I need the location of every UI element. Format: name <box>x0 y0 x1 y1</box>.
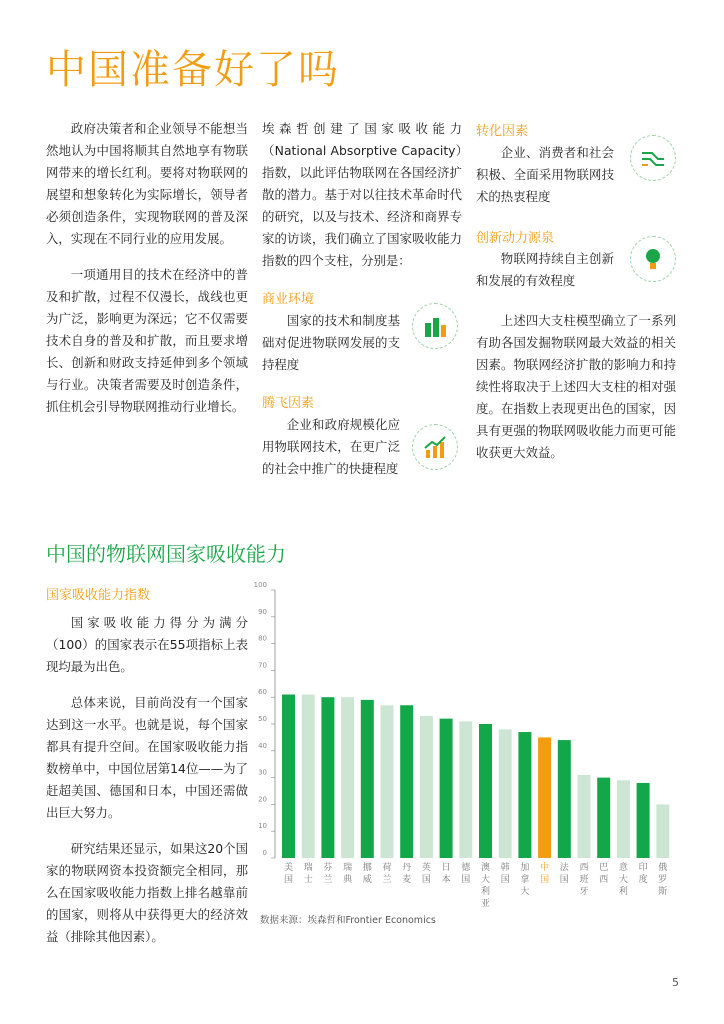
x-tick-label: 巴 <box>599 863 609 873</box>
heading-takeoff: 腾飞因素 <box>262 396 315 411</box>
col3-paragraph: 上述四大支柱模型确立了一系列有助各国发掘物联网最大效益的相关因素。物联网经济扩散的影响力和持续性将取决于上述四大支柱的相对强度。在指数上表现更出色的国家，因具有更强的物联网吸收能力而更可能收获更大效益。 <box>476 313 676 460</box>
y-tick-label: 40 <box>258 741 267 750</box>
x-tick-label: 日 <box>441 863 451 873</box>
x-tick-label: 瑞 <box>343 863 353 873</box>
x-tick-label: 西 <box>579 863 589 873</box>
y-tick-label: 90 <box>258 607 267 616</box>
x-tick-label: 韩 <box>500 863 510 873</box>
bar-chart <box>255 580 675 910</box>
x-tick-label: 拿 <box>520 875 530 885</box>
left-p1: 国家吸收能力得分为满分（100）的国家表示在55项指标上表现均最为出色。 <box>46 615 248 674</box>
y-tick-label: 60 <box>258 688 267 697</box>
x-tick-label: 丹 <box>402 863 412 873</box>
bar <box>400 705 413 858</box>
bar <box>499 729 512 858</box>
x-tick-label: 英 <box>421 863 431 873</box>
x-tick-label: 班 <box>579 875 589 885</box>
building-chart-icon <box>412 303 458 349</box>
x-tick-label: 国 <box>283 875 294 885</box>
bar <box>282 695 295 858</box>
x-tick-label: 意 <box>618 863 628 873</box>
x-tick-label: 利 <box>618 887 628 897</box>
x-tick-label: 牙 <box>579 887 589 897</box>
bar <box>459 721 472 858</box>
x-tick-label: 麦 <box>402 875 412 885</box>
y-tick-label: 30 <box>258 768 267 777</box>
bar <box>341 697 354 858</box>
heading-transform: 转化因素 <box>476 124 529 139</box>
x-tick-label: 典 <box>343 875 353 885</box>
bar <box>420 716 433 858</box>
x-tick-label: 罗 <box>658 875 668 885</box>
y-tick-label: 70 <box>258 661 267 670</box>
bar <box>321 697 334 858</box>
heading-innovation: 创新动力源泉 <box>476 231 555 246</box>
y-tick-label: 100 <box>253 581 267 589</box>
y-tick-label: 80 <box>258 634 267 643</box>
x-tick-label: 兰 <box>382 875 392 885</box>
x-tick-label: 利 <box>480 887 491 897</box>
bar <box>440 719 453 858</box>
x-tick-label: 西 <box>599 875 609 885</box>
x-tick-label: 芬 <box>323 863 333 873</box>
col2-intro: 埃森哲创建了国家吸收能力（National Absorptive Capacity）指数，以此评估物联网在各国经济扩散的潜力。基于对以往技术革命时代的研究，以及与技术、经济和商界专家的访谈，我们确立了国家吸收能力指数的四个支柱，分别是： <box>262 121 462 268</box>
bar <box>656 804 669 858</box>
col1-p2: 一项通用目的技术在经济中的普及和扩散，过程不仅漫长，战线也更为广泛，影响更为深远；它不仅需要技术自身的普及和扩散，而且要求增长、创新和财政支持延伸到多个领域与行业。决策者需要及时创造条件，抓住机会引导物联网推动行业增长。 <box>46 267 248 414</box>
x-tick-label: 国 <box>461 875 471 885</box>
bar <box>578 775 591 858</box>
page-title: 中国准备好了吗 <box>46 47 340 93</box>
lightbulb-icon <box>630 236 676 282</box>
index-heading: 国家吸收能力指数 <box>46 588 151 603</box>
bar <box>381 705 394 858</box>
x-tick-label: 本 <box>441 875 451 885</box>
x-tick-label: 国 <box>540 875 550 885</box>
x-tick-label: 国 <box>559 875 569 885</box>
x-tick-label: 挪 <box>362 863 372 873</box>
x-tick-label: 大 <box>480 875 491 885</box>
x-tick-label: 国 <box>421 875 431 885</box>
x-tick-label: 兰 <box>323 875 333 885</box>
y-tick-label: 0 <box>262 849 267 857</box>
bar <box>361 700 374 858</box>
growth-chart-icon <box>412 424 458 470</box>
bar <box>637 783 650 858</box>
page-number: 5 <box>672 976 679 989</box>
bar <box>302 695 315 858</box>
x-tick-label: 印 <box>638 863 648 873</box>
x-tick-label: 度 <box>638 875 648 885</box>
col1 <box>46 118 248 418</box>
x-tick-label: 大 <box>618 875 628 885</box>
x-tick-label: 美 <box>283 863 294 873</box>
x-tick-label: 加 <box>520 863 530 873</box>
text-takeoff: 企业和政府规模化应用物联网技术，在更广泛的社会中推广的快捷程度 <box>262 417 400 476</box>
x-tick-label: 荷 <box>382 863 392 873</box>
text-innovation: 物联网持续自主创新和发展的有效程度 <box>476 251 614 288</box>
data-source: 数据来源：埃森哲和Frontier Economics <box>260 915 436 926</box>
section-title: 中国的物联网国家吸收能力 <box>46 542 286 566</box>
bar <box>538 737 551 858</box>
x-tick-label: 大 <box>520 887 530 897</box>
x-tick-label: 瑞 <box>303 863 313 873</box>
text-transform: 企业、消费者和社会积极、全面采用物联网技术的热衷程度 <box>476 145 614 204</box>
x-tick-label: 法 <box>559 863 569 873</box>
col1-p1: 政府决策者和企业领导不能想当然地认为中国将顺其自然地享有物联网带来的增长红利。要将对物联网的展望和想象转化为实际增长，领导者必须创造条件，实现物联网的普及深入，实现在不同行业的应用发展。 <box>46 121 248 246</box>
circuit-icon <box>630 135 676 181</box>
x-tick-label: 俄 <box>658 863 668 873</box>
x-tick-label: 国 <box>500 875 510 885</box>
x-tick-label: 亚 <box>480 899 491 909</box>
x-tick-label: 斯 <box>658 887 668 897</box>
bar <box>479 724 492 858</box>
bar <box>558 740 571 858</box>
bar <box>597 778 610 858</box>
bar <box>617 780 630 858</box>
x-tick-label: 中 <box>540 863 550 873</box>
x-tick-label: 德 <box>461 863 471 873</box>
text-business: 国家的技术和制度基础对促进物联网发展的支持程度 <box>262 313 400 372</box>
y-tick-label: 20 <box>258 795 267 804</box>
y-tick-label: 10 <box>258 822 267 831</box>
heading-business: 商业环境 <box>262 292 315 307</box>
left-p3: 研究结果还显示，如果这20个国家的物联网资本投资额完全相同，那么在国家吸收能力指数上排名越靠前的国家，则将从中获得更大的经济效益（排除其他因素）。 <box>46 841 248 944</box>
x-tick-label: 士 <box>303 875 313 885</box>
x-tick-label: 澳 <box>480 863 491 873</box>
left-p2: 总体来说，目前尚没有一个国家达到这一水平。也就是说，每个国家都具有提升空间。在国家吸收能力指数榜单中，中国位居第14位——为了赶超美国、德国和日本，中国还需做出巨大努力。 <box>46 695 248 820</box>
bar <box>518 732 531 858</box>
x-tick-label: 威 <box>362 875 372 885</box>
y-tick-label: 50 <box>258 715 267 723</box>
